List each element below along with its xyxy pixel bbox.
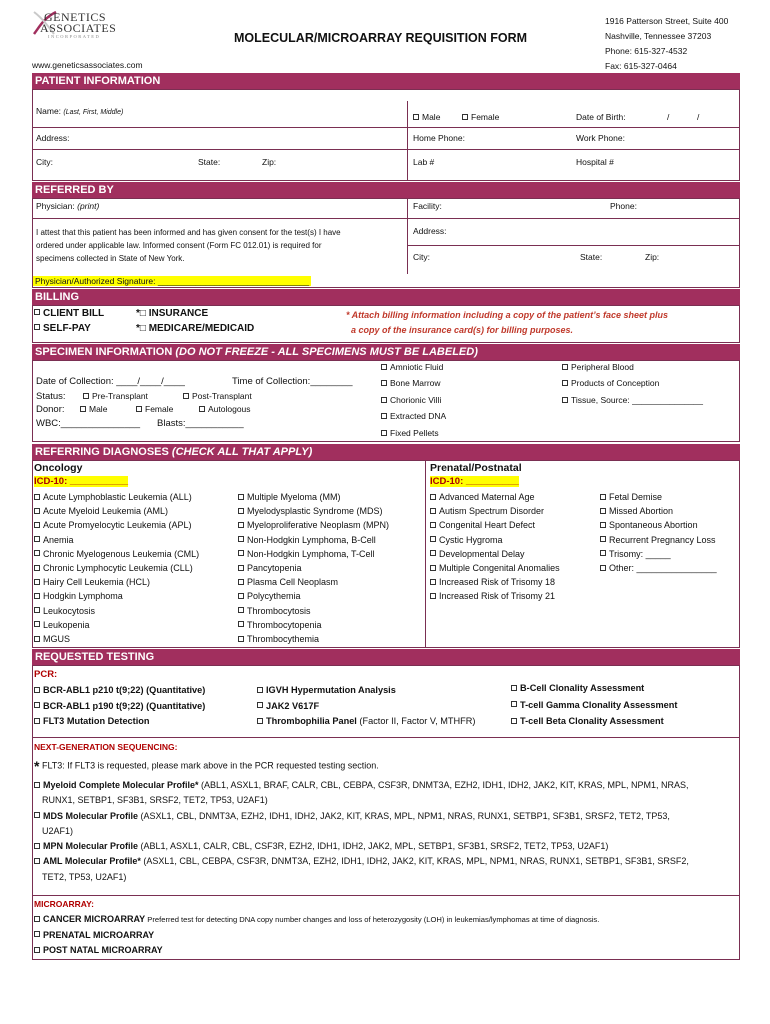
- collection-date-label: Date of Collection: ____/____/____: [36, 376, 185, 387]
- diagnosis-item[interactable]: Fetal Demise: [600, 490, 717, 504]
- specimen-type-item[interactable]: Bone Marrow: [381, 378, 441, 388]
- diagnosis-item[interactable]: Multiple Congenital Anomalies: [430, 561, 560, 575]
- post-transplant-checkbox[interactable]: Post-Transplant: [183, 391, 252, 401]
- wbc-label: WBC:_______________: [36, 418, 141, 429]
- donor-female-checkbox[interactable]: Female: [136, 404, 173, 414]
- prenatal-col2: [600, 490, 717, 575]
- diagnosis-item[interactable]: Acute Promyelocytic Leukemia (APL): [34, 518, 199, 532]
- prenatal-col1: [430, 490, 560, 604]
- specimen-header: SPECIMEN INFORMATION (DO NOT FREEZE - ALL SPECIMENS MUST BE LABELED): [32, 344, 740, 360]
- diagnosis-item[interactable]: Hodgkin Lymphoma: [34, 589, 199, 603]
- diagnosis-item[interactable]: Non-Hodgkin Lymphoma, B-Cell: [238, 533, 389, 547]
- diagnosis-item[interactable]: Missed Abortion: [600, 504, 717, 518]
- test-option[interactable]: AML Molecular Profile* (ASXL1, CBL, CEBPA, CSF3R, DNMT3A, EZH2, IDH1, IDH2, JAK2, KIT, KRAS, MPL, NPM1, NRAS, RUNX1, SETBP1, SF3B1, SRSF2,: [34, 854, 689, 869]
- collection-time-label: Time of Collection:________: [232, 376, 353, 387]
- specimen-type-item[interactable]: Tissue, Source: _______________: [562, 395, 703, 405]
- female-checkbox[interactable]: Female: [462, 112, 499, 122]
- specimen-type-item[interactable]: Products of Conception: [562, 378, 659, 388]
- diagnosis-item[interactable]: Developmental Delay: [430, 547, 560, 561]
- status-label: Status:: [36, 391, 66, 402]
- donor-label: Donor:: [36, 404, 65, 415]
- referrer-state-label: State:: [580, 252, 603, 262]
- self-pay-checkbox[interactable]: SELF-PAY: [34, 323, 91, 334]
- specimen-type-item[interactable]: Chorionic Villi: [381, 395, 441, 405]
- diagnosis-item[interactable]: Multiple Myeloma (MM): [238, 490, 389, 504]
- ngs-options: Myeloid Complete Molecular Profile* (ABL1, ASXL1, BRAF, CALR, CBL, CEBPA, CSF3R, DNMT3A, EZH2, IDH1, IDH2, JAK2, KIT, KRAS, MPL, NPM1, NRAS, RUNX1, SETBP1, SF3B1, SRSF2, TET2, TP53, U2AF1) MDS Molecular Profile (ASXL1, CBL, DNMT3A, EZH2, IDH1, IDH2, JAK2, KIT, KRAS, MPL, NPM1, NRAS, RUNX1, SETBP1, SF3B1, SRSF2, TET2, TP53, U2AF1) MPN Molecular Profile (ABL1, ASXL1, CALR, CBL, CSF3R, EZH2, IDH1, IDH2, JAK2, MPL, SETBP1, SF3B1, SRSF2, TET2, TP53, U2AF1) AML Molecular Profile* (ASXL1, CBL, CEBPA, CSF3R, DNMT3A, EZH2, IDH1, IDH2, JAK2, KIT, KRAS, MPL, NPM1, NRAS, RUNX1, SETBP1, SF3B1, SRSF2, TET2, TP53, U2AF1): [34, 778, 689, 885]
- test-option[interactable]: Myeloid Complete Molecular Profile* (ABL1, ASXL1, BRAF, CALR, CBL, CEBPA, CSF3R, DNMT3A, EZH2, IDH1, IDH2, JAK2, KIT, KRAS, MPL, NPM1, NRAS,: [34, 778, 689, 793]
- diagnoses-header: REFERRING DIAGNOSES (CHECK ALL THAT APPLY): [32, 444, 740, 460]
- diagnosis-item[interactable]: Trisomy: _____: [600, 547, 717, 561]
- address-line1: 1916 Patterson Street, Suite 400: [605, 16, 729, 26]
- patient-info-header: PATIENT INFORMATION: [32, 73, 740, 89]
- specimen-type-item[interactable]: Extracted DNA: [381, 411, 446, 421]
- state-label: State:: [198, 157, 221, 167]
- fax-line: Fax: 615-327-0464: [605, 61, 677, 71]
- lab-number-label: Lab #: [413, 157, 435, 167]
- test-option[interactable]: BCR-ABL1 p210 t(9;22) (Quantitative): [34, 683, 205, 699]
- referrer-phone-label: Phone:: [610, 201, 637, 211]
- diagnosis-item[interactable]: Increased Risk of Trisomy 18: [430, 575, 560, 589]
- test-option[interactable]: CANCER MICROARRAY Preferred test for detecting DNA copy number changes and loss of heterozygosity (LOH) in leukemias/lymphomas at time of diagnosis.: [34, 912, 599, 928]
- website-link[interactable]: www.geneticsassociates.com: [32, 60, 143, 70]
- test-option[interactable]: FLT3 Mutation Detection: [34, 714, 205, 730]
- diagnosis-item[interactable]: Anemia: [34, 533, 199, 547]
- diagnosis-item[interactable]: Myeloproliferative Neoplasm (MPN): [238, 518, 389, 532]
- phone-line: Phone: 615-327-4532: [605, 46, 688, 56]
- address-label: Address:: [36, 133, 70, 143]
- patient-name-label: Name: (Last, First, Middle): [36, 106, 124, 116]
- specimen-type-item[interactable]: Amniotic Fluid: [381, 362, 443, 372]
- diagnosis-item[interactable]: Polycythemia: [238, 589, 389, 603]
- diagnosis-item[interactable]: Plasma Cell Neoplasm: [238, 575, 389, 589]
- client-bill-checkbox[interactable]: CLIENT BILL: [34, 308, 104, 319]
- diagnosis-item[interactable]: Chronic Lymphocytic Leukemia (CLL): [34, 561, 199, 575]
- donor-male-checkbox[interactable]: Male: [80, 404, 107, 414]
- flt3-note: * FLT3: If FLT3 is requested, please mark above in the PCR requested testing section.: [34, 758, 379, 774]
- diagnosis-item[interactable]: Recurrent Pregnancy Loss: [600, 533, 717, 547]
- referrer-zip-label: Zip:: [645, 252, 660, 262]
- referred-by-header: REFERRED BY: [32, 182, 740, 198]
- signature-line[interactable]: Physician/Authorized Signature: ________________________________: [35, 276, 310, 286]
- male-checkbox[interactable]: Male: [413, 112, 440, 122]
- logo-line2: ASSOCIATES: [40, 21, 117, 35]
- hospital-number-label: Hospital #: [576, 157, 614, 167]
- specimen-type-item[interactable]: Peripheral Blood: [562, 362, 634, 372]
- diagnosis-item[interactable]: Increased Risk of Trisomy 21: [430, 589, 560, 603]
- diagnosis-item[interactable]: Thrombocythemia: [238, 632, 389, 646]
- referrer-city-label: City:: [413, 252, 430, 262]
- diagnosis-item[interactable]: Acute Myeloid Leukemia (AML): [34, 504, 199, 518]
- test-option[interactable]: T-cell Beta Clonality Assessment: [511, 713, 677, 730]
- logo-line3: INCORPORATED: [48, 34, 101, 39]
- diagnosis-item[interactable]: Myelodysplastic Syndrome (MDS): [238, 504, 389, 518]
- test-option[interactable]: B-Cell Clonality Assessment: [511, 680, 677, 697]
- diagnosis-item[interactable]: MGUS: [34, 632, 199, 646]
- attestation-text: I attest that this patient has been informed and has given consent for the test(s) I have ordered under applicable law. Informed consent (Form FC 012.01) is required for specimens collected in State of New York.: [36, 228, 341, 263]
- prenatal-heading: Prenatal/Postnatal: [430, 462, 522, 474]
- diagnosis-item[interactable]: Other: ________________: [600, 561, 717, 575]
- lab-address: [605, 14, 728, 74]
- logo-text: [40, 10, 117, 40]
- home-phone-label: Home Phone:: [413, 133, 465, 143]
- diagnosis-item[interactable]: Spontaneous Abortion: [600, 518, 717, 532]
- billing-header: BILLING: [32, 289, 740, 305]
- diagnosis-item[interactable]: Chronic Myelogenous Leukemia (CML): [34, 547, 199, 561]
- dob-label: Date of Birth:: [576, 112, 626, 122]
- dob-slash-1: /: [667, 112, 670, 122]
- city-label: City:: [36, 157, 53, 167]
- test-option[interactable]: POST NATAL MICROARRAY: [34, 943, 599, 959]
- oncology-col1: [34, 490, 199, 646]
- test-option[interactable]: Thrombophilia Panel (Factor II, Factor V, MTHFR): [257, 714, 475, 730]
- diagnosis-item[interactable]: Advanced Maternal Age: [430, 490, 560, 504]
- physician-label: Physician: (print): [36, 201, 100, 211]
- test-option[interactable]: T-cell Gamma Clonality Assessment: [511, 697, 677, 714]
- diagnosis-item[interactable]: Acute Lymphoblastic Leukemia (ALL): [34, 490, 199, 504]
- testing-header: REQUESTED TESTING: [32, 649, 740, 665]
- pcr-heading: PCR:: [34, 669, 58, 680]
- pcr-col1: [34, 683, 205, 730]
- diagnosis-item[interactable]: Thrombocytosis: [238, 604, 389, 618]
- medicare-checkbox[interactable]: *□ MEDICARE/MEDICAID: [136, 323, 255, 334]
- diagnosis-item[interactable]: Autism Spectrum Disorder: [430, 504, 560, 518]
- diagnosis-item[interactable]: Thrombocytopenia: [238, 618, 389, 632]
- pre-transplant-checkbox[interactable]: Pre-Transplant: [83, 391, 148, 401]
- work-phone-label: Work Phone:: [576, 133, 625, 143]
- diagnosis-item[interactable]: Hairy Cell Leukemia (HCL): [34, 575, 199, 589]
- diagnosis-item[interactable]: Congenital Heart Defect: [430, 518, 560, 532]
- icd10-prenatal[interactable]: ICD-10: __________: [430, 476, 519, 487]
- zip-label: Zip:: [262, 157, 277, 167]
- pcr-col3: [511, 680, 677, 730]
- blasts-label: Blasts:___________: [157, 418, 244, 429]
- test-option[interactable]: MPN Molecular Profile (ABL1, ASXL1, CALR, CBL, CSF3R, EZH2, IDH1, IDH2, JAK2, MPL, SETBP1, SF3B1, SRSF2, TET2, TP53, U2AF1): [34, 839, 689, 854]
- diagnosis-item[interactable]: Pancytopenia: [238, 561, 389, 575]
- test-option[interactable]: PRENATAL MICROARRAY: [34, 928, 599, 944]
- patient-info-box: [32, 89, 740, 181]
- dob-slash-2: /: [697, 112, 700, 122]
- address-line2: Nashville, Tennessee 37203: [605, 31, 712, 41]
- test-option[interactable]: JAK2 V617F: [257, 699, 475, 715]
- diagnosis-item[interactable]: Leukocytosis: [34, 604, 199, 618]
- facility-label: Facility:: [413, 201, 442, 211]
- billing-note: * Attach billing information including a copy of the patient’s face sheet plus a copy of the insurance card(s) for billing purposes.: [346, 310, 669, 335]
- insurance-checkbox[interactable]: *□ INSURANCE: [136, 308, 209, 319]
- oncology-col2: [238, 490, 389, 646]
- referrer-address-label: Address:: [413, 226, 447, 236]
- diagnosis-item[interactable]: Non-Hodgkin Lymphoma, T-Cell: [238, 547, 389, 561]
- ngs-heading: NEXT-GENERATION SEQUENCING:: [34, 742, 178, 752]
- pcr-col2: [257, 683, 475, 730]
- icd10-oncology[interactable]: ICD-10: ___________: [34, 476, 129, 487]
- test-option[interactable]: IGVH Hypermutation Analysis: [257, 683, 475, 699]
- autologous-checkbox[interactable]: Autologous: [199, 404, 251, 414]
- specimen-type-item[interactable]: Fixed Pellets: [381, 428, 439, 438]
- test-option[interactable]: MDS Molecular Profile (ASXL1, CBL, DNMT3A, EZH2, IDH1, IDH2, JAK2, KIT, KRAS, MPL, NPM1, NRAS, RUNX1, SETBP1, SF3B1, SRSF2, TET2, TP53,: [34, 809, 689, 824]
- microarray-heading: MICROARRAY:: [34, 899, 94, 909]
- test-option[interactable]: BCR-ABL1 p190 t(9;22) (Quantitative): [34, 699, 205, 715]
- form-title: MOLECULAR/MICROARRAY REQUISITION FORM: [234, 31, 528, 45]
- diagnosis-item[interactable]: Cystic Hygroma: [430, 533, 560, 547]
- microarray-options: [34, 912, 599, 959]
- logo-line1: GENETICS: [44, 10, 106, 24]
- oncology-heading: Oncology: [34, 462, 83, 474]
- diagnosis-item[interactable]: Leukopenia: [34, 618, 199, 632]
